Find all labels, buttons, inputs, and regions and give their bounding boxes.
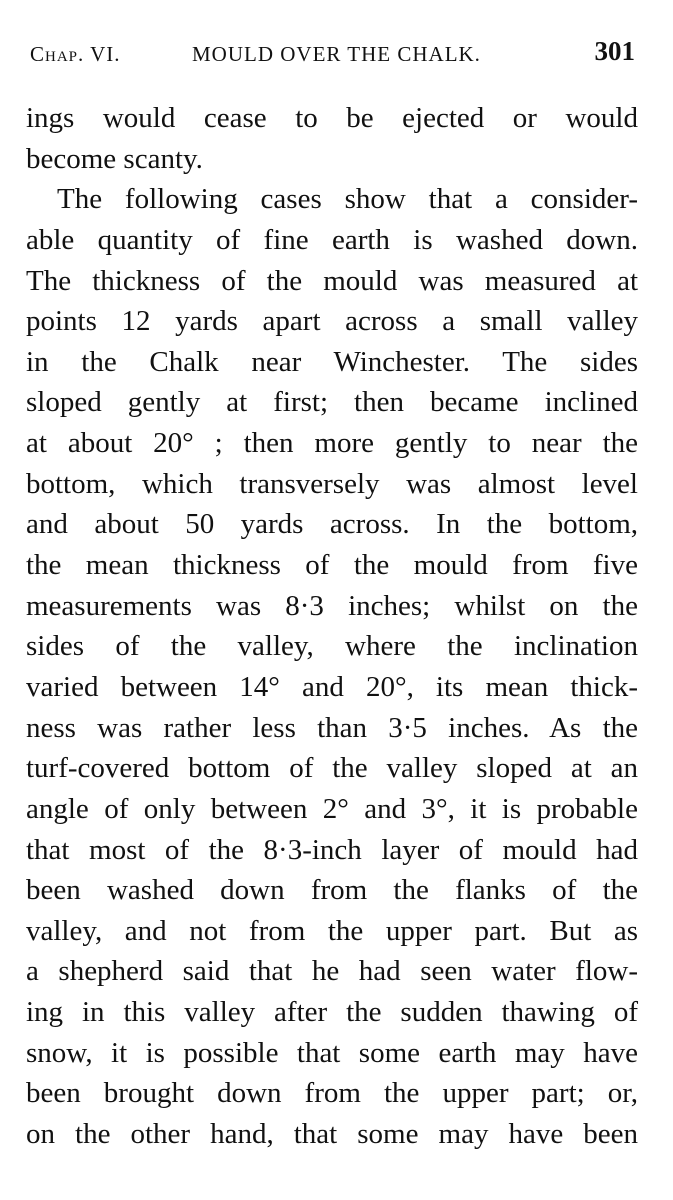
text-line: that most of the 8·3-inch layer of mould had <box>26 833 638 866</box>
page-number: 301 <box>594 36 635 66</box>
running-title: MOULD OVER THE CHALK. <box>192 42 481 66</box>
text-line: The thickness of the mould was measured at <box>26 264 638 297</box>
text-line: been washed down from the flanks of the <box>26 874 638 907</box>
text-line: a shepherd said that he had seen water flow- <box>26 955 638 988</box>
text-line: the mean thickness of the mould from five <box>26 549 638 582</box>
chapter-label: Chap. VI. <box>30 42 121 66</box>
text-line: and about 50 yards across. In the bottom, <box>26 508 638 541</box>
text-line: able quantity of fine earth is washed down. <box>26 223 638 256</box>
running-header <box>30 34 635 74</box>
text-line: ness was rather less than 3·5 inches. As the <box>26 711 638 744</box>
body-text <box>26 98 638 1155</box>
text-line: bottom, which transversely was almost level <box>26 467 638 500</box>
text-line: valley, and not from the upper part. But as <box>26 914 638 947</box>
text-line: ing in this valley after the sudden thawing of <box>26 996 638 1029</box>
text-line: snow, it is possible that some earth may have <box>26 1036 638 1069</box>
text-line: turf-covered bottom of the valley sloped at an <box>26 752 638 785</box>
text-line: varied between 14° and 20°, its mean thick- <box>26 670 638 703</box>
text-line: points 12 yards apart across a small valley <box>26 305 638 338</box>
text-line: at about 20° ; then more gently to near the <box>26 427 638 460</box>
text-line: sloped gently at first; then became inclined <box>26 386 638 419</box>
text-line: angle of only between 2° and 3°, it is probable <box>26 792 638 825</box>
text-line: ings would cease to be ejected or would <box>26 102 638 134</box>
text-line: sides of the valley, where the inclination <box>26 630 638 663</box>
text-line: measurements was 8·3 inches; whilst on the <box>26 589 638 622</box>
text-line: in the Chalk near Winchester. The sides <box>26 345 638 378</box>
text-line: on the other hand, that some may have been <box>26 1118 638 1151</box>
text-line: been brought down from the upper part; or, <box>26 1077 638 1110</box>
text-line: become scanty. <box>26 142 203 175</box>
text-line: The following cases show that a consider- <box>57 183 638 216</box>
